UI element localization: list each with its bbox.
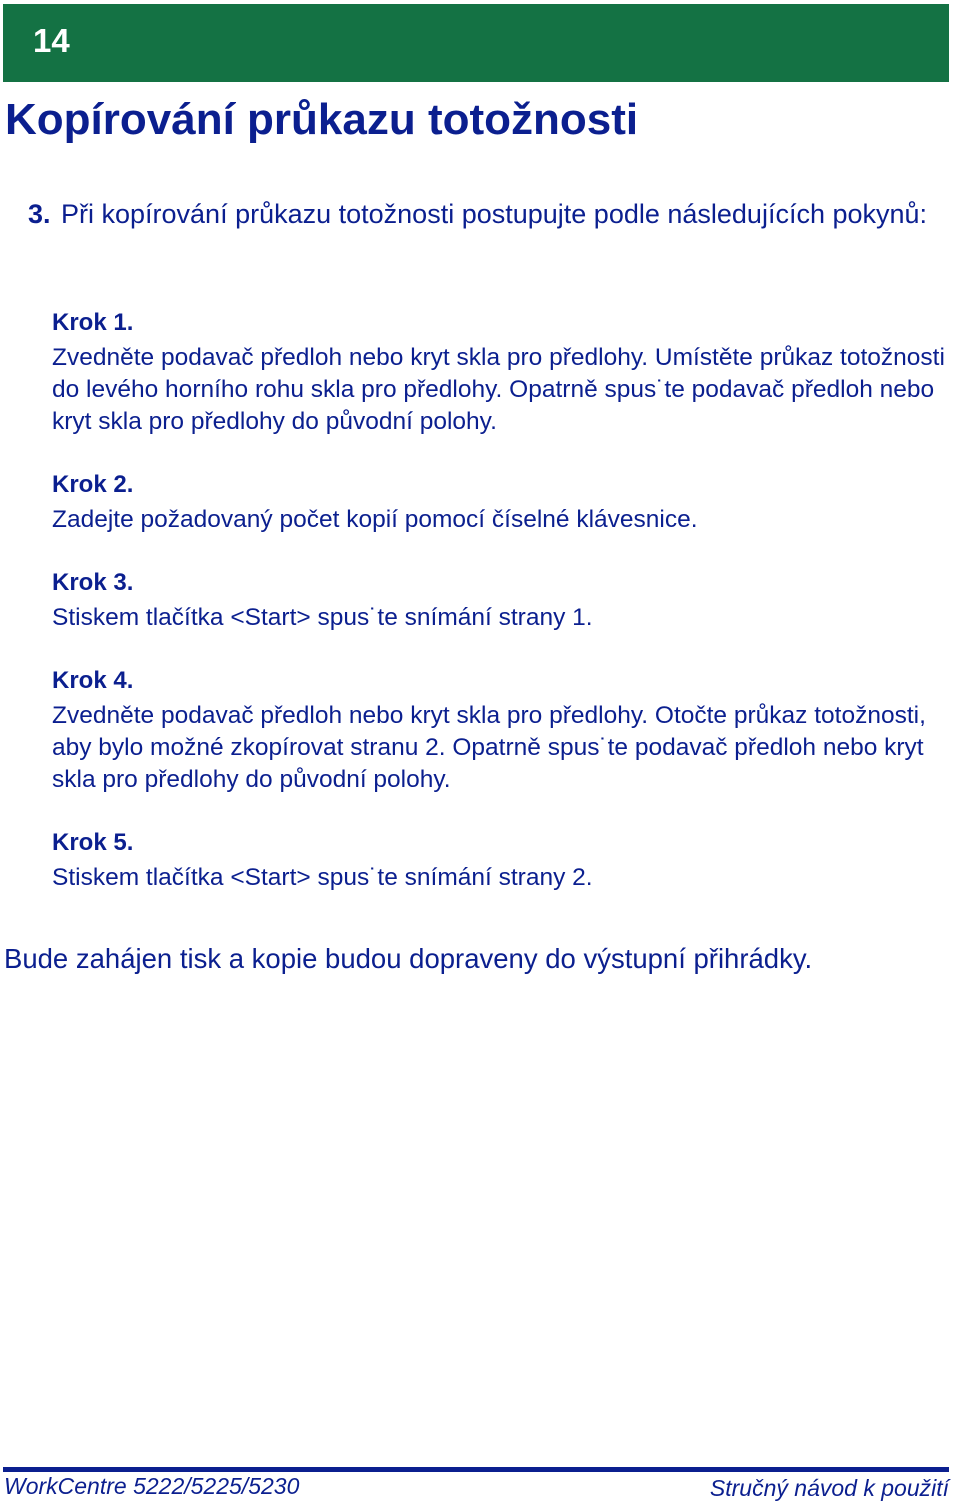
steps-list: [52, 308, 952, 894]
step-text: Zvedněte podavač předloh nebo kryt skla pro předlohy. Umístěte průkaz totožnosti do levého horního rohu skla pro předlohy. Opatrně spus˙te podavač předloh nebo kryt skla pro předlohy do původní polohy.: [52, 344, 945, 435]
step-3: [52, 568, 952, 634]
page-number: 14: [33, 22, 70, 59]
footer-guide-name: Stručný návod k použití: [709, 1475, 949, 1501]
step-5: [52, 828, 952, 894]
intro-number: 3.: [28, 199, 51, 229]
intro-paragraph: [28, 196, 948, 233]
step-title: Krok 3.: [52, 569, 134, 596]
intro-text: Při kopírování průkazu totožnosti postupujte podle následujících pokynů:: [61, 199, 928, 229]
step-text: Zvedněte podavač předloh nebo kryt skla pro předlohy. Otočte průkaz totožnosti, aby bylo možné zkopírovat stranu 2. Opatrně spus˙te podavač předloh nebo kryt skla pro předlohy do původní polohy.: [52, 702, 926, 793]
step-title: Krok 1.: [52, 309, 134, 336]
step-text: Zadejte požadovaný počet kopií pomocí číselné klávesnice.: [52, 506, 698, 533]
step-title: Krok 2.: [52, 471, 134, 498]
footer-product-name: WorkCentre 5222/5225/5230: [4, 1473, 300, 1499]
step-text: Stiskem tlačítka <Start> spus˙te snímání strany 1.: [52, 604, 593, 631]
conclusion-text: Bude zahájen tisk a kopie budou dopraveny do výstupní přihrádky.: [4, 943, 813, 974]
page-header-bar: [3, 4, 949, 82]
step-title: Krok 5.: [52, 829, 134, 856]
footer-rule: [3, 1467, 949, 1472]
step-1: [52, 308, 952, 438]
step-title: Krok 4.: [52, 667, 134, 694]
page-title: Kopírování průkazu totožnosti: [5, 95, 639, 144]
step-2: [52, 470, 952, 536]
step-4: [52, 666, 952, 796]
step-text: Stiskem tlačítka <Start> spus˙te snímání strany 2.: [52, 864, 593, 891]
